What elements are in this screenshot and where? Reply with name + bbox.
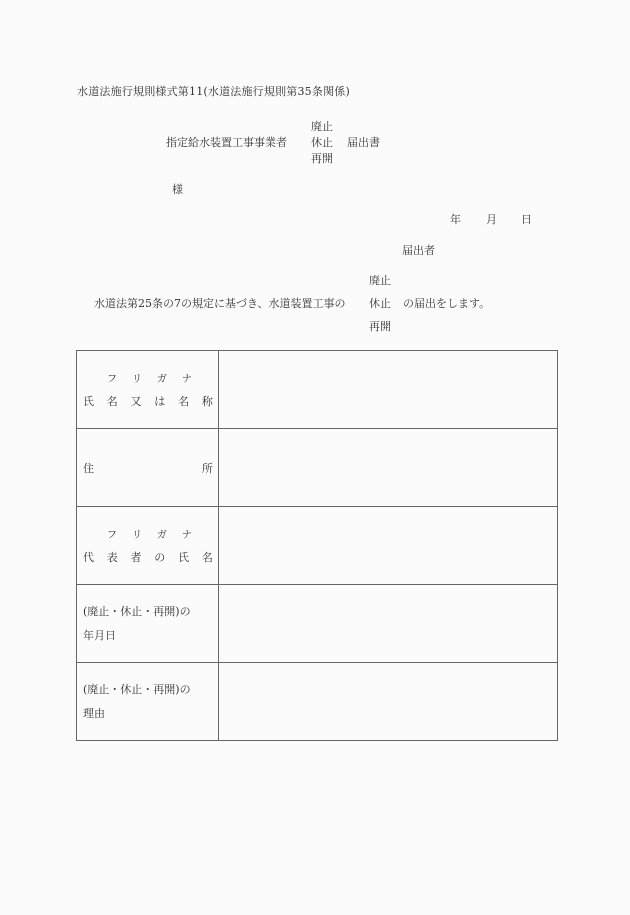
- furigana-label: フ リ ガ ナ: [107, 530, 192, 541]
- reason-label: (廃止・休止・再開)の 理由: [83, 682, 191, 720]
- label-representative: [77, 507, 219, 585]
- address-label: 住 所: [83, 461, 213, 475]
- form-title: 水道法施行規則様式第11(水道法施行規則第35条関係): [77, 85, 350, 98]
- table-row-representative: [77, 507, 558, 585]
- label-name: [77, 351, 219, 429]
- table-row-address: [77, 429, 558, 507]
- date-label: (廃止・休止・再開)の 年月日: [83, 604, 191, 642]
- date-day-label: 日: [521, 213, 532, 226]
- heading-option-resume: 再開: [311, 152, 333, 165]
- name-field[interactable]: [218, 351, 557, 429]
- table-row-date: [77, 585, 558, 663]
- name-label: 氏 名 又 は 名 称: [83, 395, 213, 408]
- label-reason: [77, 663, 219, 741]
- statement-option-resume: 再開: [369, 320, 391, 333]
- table-row-reason: [77, 663, 558, 741]
- date-field[interactable]: [218, 585, 557, 663]
- date-year-label: 年: [450, 213, 461, 226]
- furigana-label: フ リ ガ ナ: [107, 374, 192, 385]
- heading-option-suspend: 休止: [311, 136, 333, 149]
- addressee-suffix: 様: [172, 183, 183, 196]
- label-address: [77, 429, 219, 507]
- statement-main: 水道法第25条の7の規定に基づき、水道装置工事の: [94, 297, 346, 310]
- statement-option-suspend: 休止: [369, 297, 391, 310]
- heading-main: 指定給水装置工事事業者: [166, 136, 287, 149]
- reason-field[interactable]: [218, 663, 557, 741]
- statement-suffix: の届出をします。: [403, 297, 491, 310]
- representative-label: 代 表 者 の 氏 名: [83, 551, 213, 564]
- statement-options: [369, 275, 391, 332]
- statement-option-abolish: 廃止: [369, 274, 391, 287]
- heading-suffix: 届出書: [347, 136, 380, 149]
- heading-option-abolish: 廃止: [311, 120, 333, 133]
- applicant-label: 届出者: [402, 244, 435, 257]
- label-date: [77, 585, 219, 663]
- notification-form-table: [76, 350, 558, 741]
- heading-options: [311, 121, 333, 164]
- date-month-label: 月: [486, 213, 497, 226]
- table-row-name: [77, 351, 558, 429]
- address-field[interactable]: [218, 429, 557, 507]
- representative-field[interactable]: [218, 507, 557, 585]
